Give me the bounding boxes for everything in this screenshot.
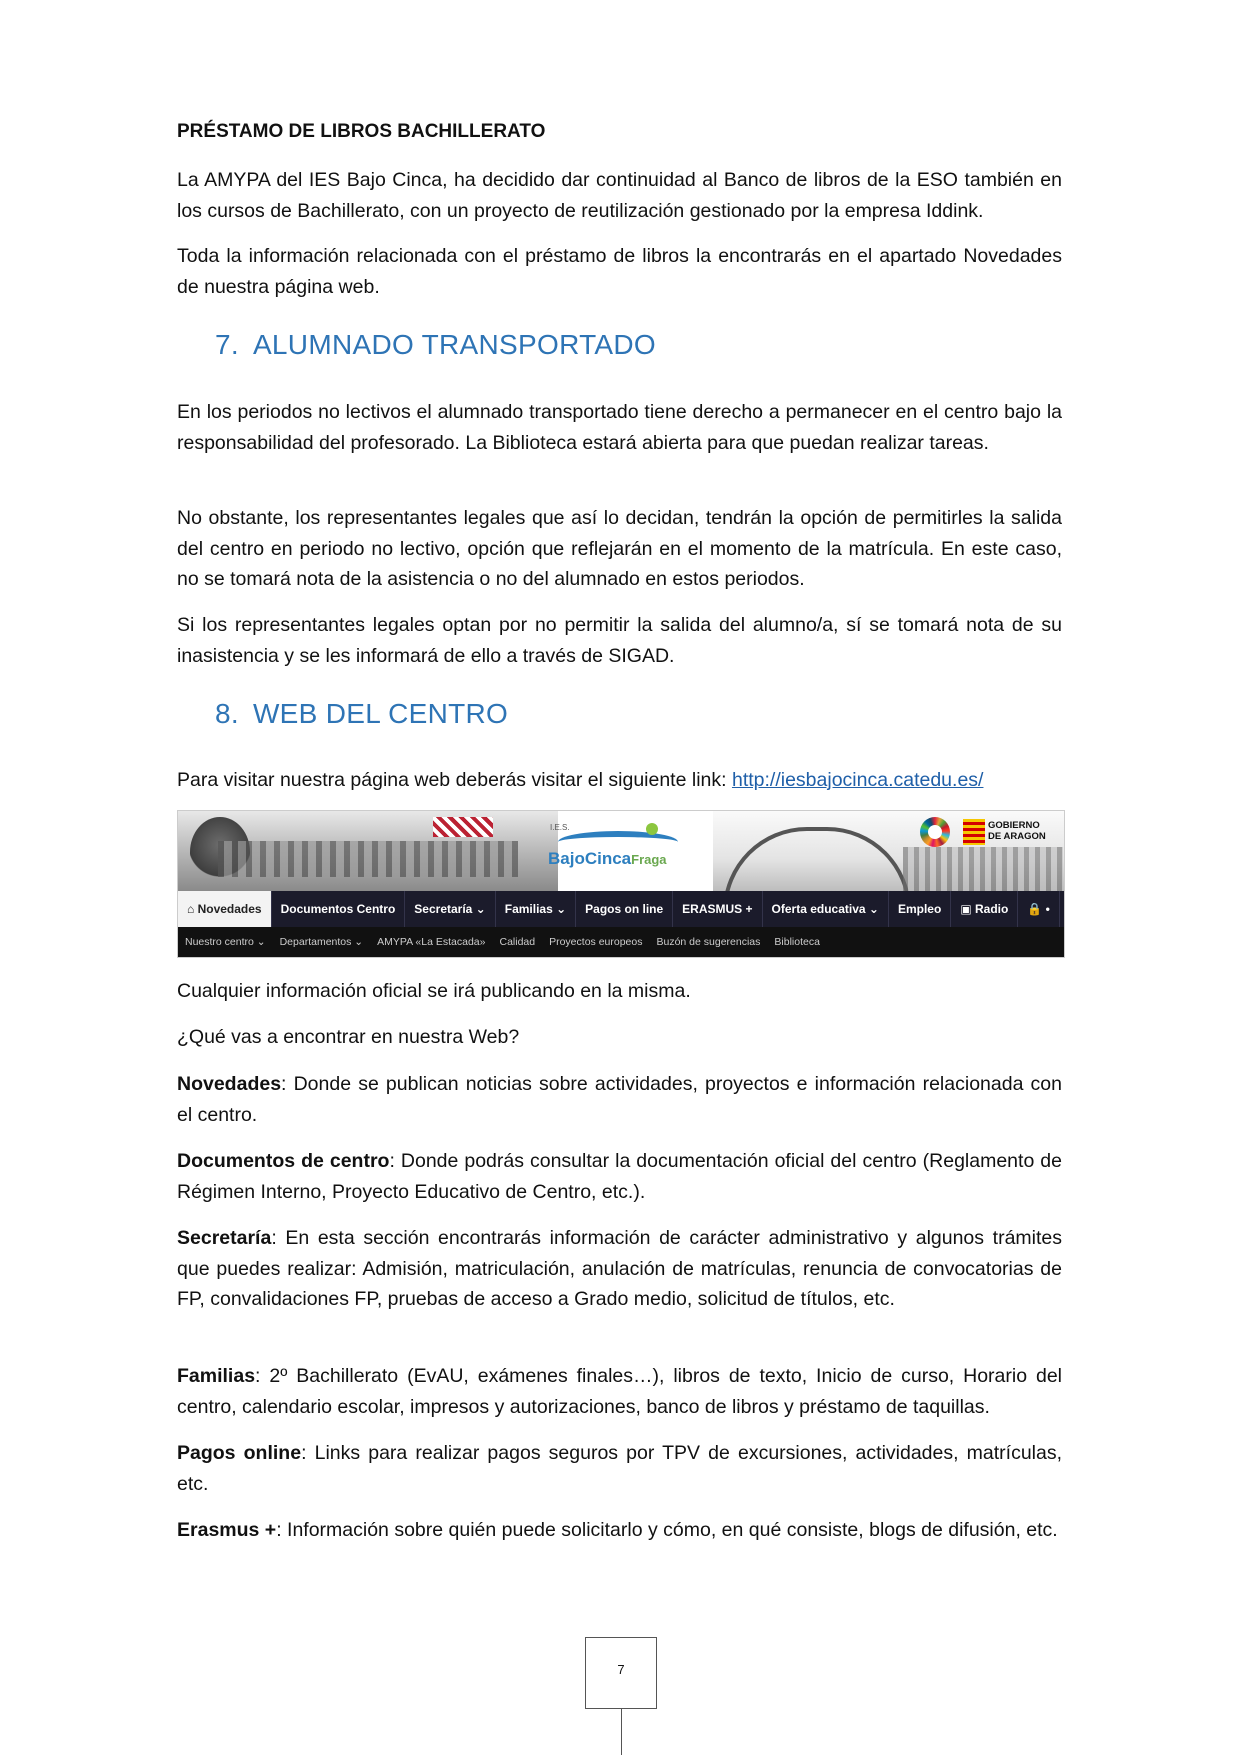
item-term: Novedades [177,1073,282,1095]
item-erasmus [177,1515,1062,1546]
subnav-proyectos-europeos[interactable]: Proyectos europeos [549,936,643,948]
main-nav-bar [178,891,1064,927]
item-term: Pagos online [177,1442,302,1464]
item-text: : Donde podrás consultar la documentación oficial del centro (Reglamento de Régimen Interno, Proyecto Educativo de Centro, etc.). [177,1150,1062,1203]
item-term: Familias [177,1365,256,1387]
sdg-wheel-icon [920,817,950,847]
item-novedades [177,1069,1062,1130]
item-secretaria [177,1223,1062,1315]
subnav-buzon-sugerencias[interactable]: Buzón de sugerencias [656,936,761,948]
web-after-paragraph-1: Cualquier información oficial se irá publicando en la misma. [177,980,691,1002]
subnav-calidad[interactable]: Calidad [499,936,536,948]
item-documentos [177,1146,1062,1207]
logo-sub-text: Fraga [631,852,667,867]
website-banner-image [177,810,1065,958]
web-intro-text: Para visitar nuestra página web deberás visitar el siguiente link: [177,769,727,791]
website-link[interactable]: http://iesbajocinca.catedu.es/ [731,769,984,791]
nav-pagos-online[interactable]: Pagos on line [576,891,673,927]
flag-graphic [433,817,493,837]
building-graphic [218,841,518,877]
nav-documentos-centro[interactable]: Documentos Centro [272,891,406,927]
nav-novedades[interactable]: ⌂ Novedades [178,891,272,927]
gov-line-2: DE ARAGON [988,831,1046,842]
item-term: Secretaría [177,1227,272,1249]
nav-secretaria[interactable]: Secretaría ⌄ [405,891,495,927]
item-pagos-online [177,1438,1062,1499]
logo-dot-icon [646,823,658,835]
item-text: : En esta sección encontrarás información de carácter administrativo y algunos trámites que puedes realizar: Admisión, matriculación, anulación de matrículas, renuncia de convocatorias de FP, convalidaciones FP, pruebas de acceso a Grado medio, solicitud de títulos, etc. [177,1227,1062,1310]
subnav-departamentos[interactable]: Departamentos ⌄ [279,936,364,948]
section-8-title: WEB DEL CENTRO [252,698,509,729]
prestamo-paragraph-2: Toda la información relacionada con el préstamo de libros la encontrarás en el apartado Novedades de nuestra página web. [177,245,1062,298]
nav-login-lock-icon[interactable]: 🔒 • [1018,891,1059,927]
item-text: : 2º Bachillerato (EvAU, exámenes finales…), libros de texto, Inicio de curso, Horario del centro, calendario escolar, impresos y autorizaciones, banco de libros y préstamo de taquillas. [177,1365,1062,1418]
page-number: 7 [617,1662,625,1677]
logo-name [548,849,667,869]
web-intro-paragraph [177,765,1062,796]
subnav-amypa[interactable]: AMYPA «La Estacada» [377,936,486,948]
subnav-biblioteca[interactable]: Biblioteca [774,936,820,948]
item-text: : Información sobre quién puede solicitarlo y cómo, en qué consiste, blogs de difusión, etc. [276,1519,1058,1541]
item-familias [177,1361,1062,1422]
nav-oferta-educativa[interactable]: Oferta educativa ⌄ [763,891,889,927]
section-7-number: 7. [215,329,239,360]
item-term: Documentos de centro [177,1150,390,1172]
town-graphic [903,847,1063,891]
web-after-paragraph-2: ¿Qué vas a encontrar en nuestra Web? [177,1026,520,1048]
nav-familias[interactable]: Familias ⌄ [496,891,576,927]
item-text: : Links para realizar pagos seguros por TPV de excursiones, actividades, matrículas, etc. [177,1442,1063,1495]
section-7-paragraph-2: No obstante, los representantes legales que así lo decidan, tendrán la opción de permitirles la salida del centro en periodo no lectivo, opción que reflejarán en el momento de la matrícula. En este caso, no se tomará nota de la asistencia o no del alumnado en estos periodos. [177,507,1062,590]
section-8-number: 8. [215,698,239,729]
page-number-line [621,1708,622,1755]
nav-empleo[interactable]: Empleo [889,891,951,927]
section-7-title: ALUMNADO TRANSPORTADO [252,329,656,360]
section-7-heading [215,329,656,361]
nav-erasmus[interactable]: ERASMUS + [673,891,762,927]
section-8-heading [215,698,508,730]
school-building-photo [178,811,558,891]
logo-main-text: BajoCinca [548,849,632,868]
gobierno-aragon-logo [988,820,1046,842]
item-term: Erasmus + [177,1519,277,1541]
gov-line-1: GOBIERNO [988,820,1040,831]
nav-radio[interactable]: ▣ Radio [951,891,1018,927]
page-number-box [585,1637,657,1709]
ies-logo [548,821,698,883]
prestamo-paragraph-1: La AMYPA del IES Bajo Cinca, ha decidido dar continuidad al Banco de libros de la ESO también en los cursos de Bachillerato, con un proyecto de reutilización gestionado por la empresa Iddink. [177,169,1062,222]
section-7-paragraph-1: En los periodos no lectivos el alumnado transportado tiene derecho a permanecer en el centro bajo la responsabilidad del profesorado. La Biblioteca estará abierta para que puedan realizar tareas. [177,401,1062,454]
logo-ies-text: I.E.S. [550,823,570,832]
sub-nav-bar [178,927,1064,957]
prestamo-title: PRÉSTAMO DE LIBROS BACHILLERATO [177,121,546,142]
subnav-nuestro-centro[interactable]: Nuestro centro ⌄ [185,936,266,948]
item-text: : Donde se publican noticias sobre actividades, proyectos e información relacionada con el centro. [177,1073,1062,1126]
aragon-flag-icon [963,819,985,845]
section-7-paragraph-3: Si los representantes legales optan por no permitir la salida del alumno/a, sí se tomará nota de su inasistencia y se les informará de ello a través de SIGAD. [177,614,1062,667]
